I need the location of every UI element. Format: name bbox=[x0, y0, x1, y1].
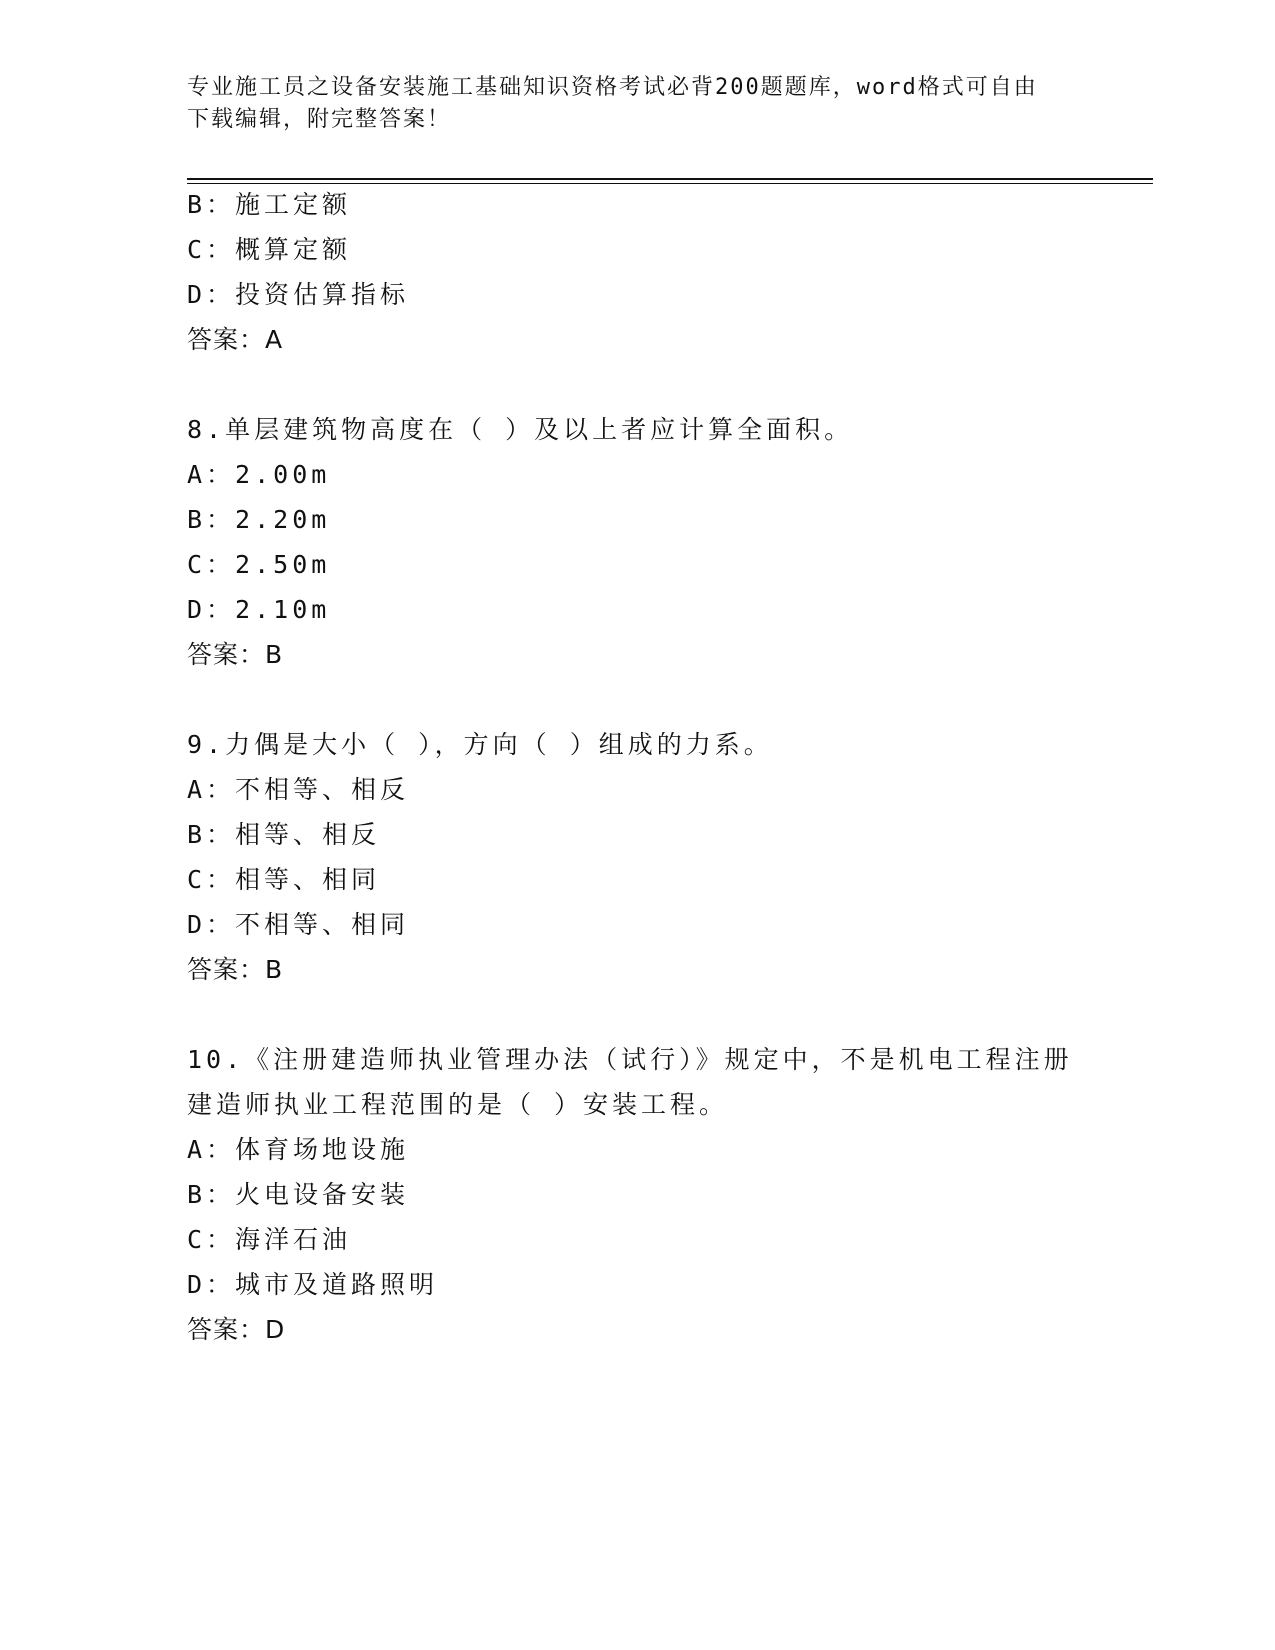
option-d: D：不相等、相同 bbox=[187, 910, 410, 939]
question-stem: 9.力偶是大小（ ），方向（ ）组成的力系。 bbox=[187, 730, 773, 759]
option-d: D：投资估算指标 bbox=[187, 280, 410, 309]
option-c: C：海洋石油 bbox=[187, 1225, 352, 1254]
option-c: C：相等、相同 bbox=[187, 865, 381, 894]
header-title-line-2: 下载编辑，附完整答案！ bbox=[187, 107, 452, 132]
option-b: B：2.20m bbox=[187, 505, 331, 534]
option-a: A：体育场地设施 bbox=[187, 1135, 410, 1164]
answer-line: 答案：A bbox=[187, 325, 284, 354]
option-a: A：2.00m bbox=[187, 460, 331, 489]
answer-line: 答案：D bbox=[187, 1315, 286, 1344]
option-d: D：城市及道路照明 bbox=[187, 1270, 439, 1299]
option-c: C：概算定额 bbox=[187, 235, 352, 264]
option-c: C：2.50m bbox=[187, 550, 331, 579]
document-header bbox=[187, 72, 1067, 136]
option-b: B：相等、相反 bbox=[187, 820, 381, 849]
answer-line: 答案：B bbox=[187, 640, 284, 669]
question-stem-continued: 建造师执业工程范围的是（ ）安装工程。 bbox=[187, 1090, 729, 1119]
header-divider-thick bbox=[187, 178, 1153, 180]
header-title-line-1: 专业施工员之设备安装施工基础知识资格考试必背200题题库，word格式可自由 bbox=[187, 75, 1038, 100]
question-stem: 8.单层建筑物高度在（ ）及以上者应计算全面积。 bbox=[187, 415, 854, 444]
answer-line: 答案：B bbox=[187, 955, 284, 984]
header-divider-thin bbox=[187, 183, 1153, 184]
option-d: D：2.10m bbox=[187, 595, 331, 624]
option-b: B：施工定额 bbox=[187, 190, 352, 219]
option-a: A：不相等、相反 bbox=[187, 775, 410, 804]
question-stem: 10.《注册建造师执业管理办法（试行）》规定中，不是机电工程注册 bbox=[187, 1045, 1073, 1074]
option-b: B：火电设备安装 bbox=[187, 1180, 410, 1209]
